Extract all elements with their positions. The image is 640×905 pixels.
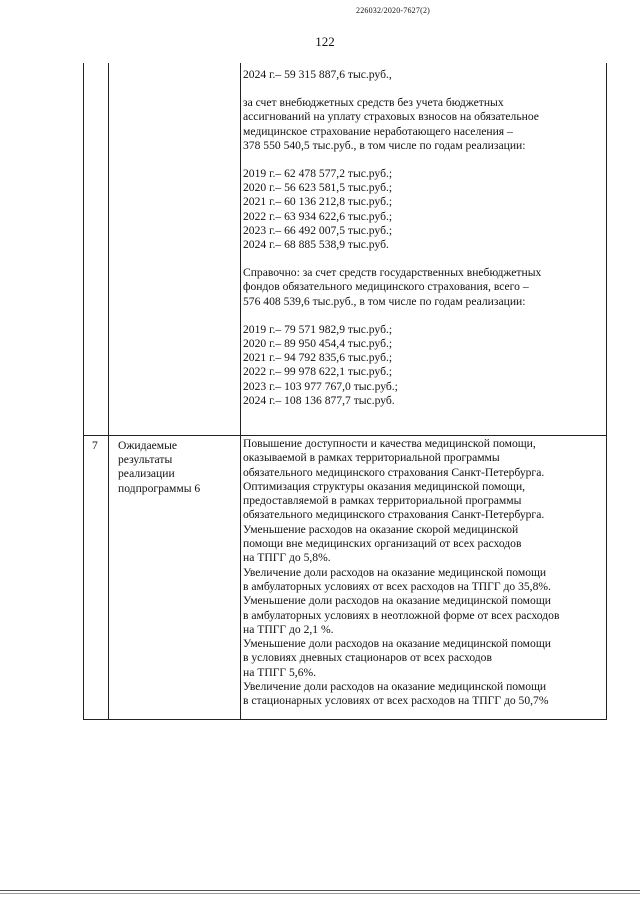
text-line: ассигнований на уплату страховых взносов на обязательное <box>243 110 539 124</box>
label-line: результаты <box>118 453 173 467</box>
page-number: 122 <box>315 34 335 49</box>
program-table <box>83 63 607 720</box>
year-line: 2020 г.– 89 950 454,4 тыс.руб.; <box>243 337 393 351</box>
result-line: в амбулаторных условиях в неотложной форме от всех расходов <box>243 608 560 622</box>
text-line: медицинское страхование неработающего населения – <box>243 124 513 138</box>
result-line: обязательного медицинского страхования Санкт-Петербурга. <box>243 508 545 522</box>
scan-edge-line <box>0 890 640 891</box>
result-line: в условиях дневных стационаров от всех расходов <box>243 651 492 665</box>
result-line: в стационарных условиях от всех расходов на ТПГГ до 50,7% <box>243 694 549 708</box>
result-line: на ТПГГ до 2,1 %. <box>243 622 334 636</box>
year-line: 2024 г.– 68 885 538,9 тыс.руб. <box>243 238 389 252</box>
year-line: 2020 г.– 56 623 581,5 тыс.руб.; <box>243 181 393 195</box>
result-line: на ТПГГ 5,6%. <box>243 665 317 679</box>
result-line: предоставляемой в рамках территориальной программы <box>243 494 522 508</box>
scan-edge-line <box>0 893 640 894</box>
label-line: подпрограммы 6 <box>118 481 201 495</box>
label-line: Ожидаемые <box>118 439 178 452</box>
extra-budget-years <box>243 167 603 252</box>
extra-budget-intro <box>243 96 603 153</box>
continuation-line: 2024 г.– 59 315 887,6 тыс.руб., <box>243 68 392 81</box>
result-line: на ТПГГ до 5,8%. <box>243 551 331 565</box>
column-divider <box>240 63 241 719</box>
reference-years <box>243 323 603 408</box>
result-line: Повышение доступности и качества медицинской помощи, <box>243 437 536 450</box>
result-line: Увеличение доли расходов на оказание медицинской помощи <box>243 680 547 694</box>
funding-cell <box>243 68 603 408</box>
year-line: 2021 г.– 60 136 212,8 тыс.руб.; <box>243 195 393 209</box>
year-line: 2023 г.– 66 492 007,5 тыс.руб.; <box>243 223 393 237</box>
year-line: 2021 г.– 94 792 835,6 тыс.руб.; <box>243 351 393 365</box>
year-line: 2019 г.– 62 478 577,2 тыс.руб.; <box>243 167 393 181</box>
row-divider <box>84 435 606 436</box>
year-line: 2019 г.– 79 571 982,9 тыс.руб.; <box>243 322 393 336</box>
result-line: Увеличение доли расходов на оказание медицинской помощи <box>243 565 547 579</box>
year-line: 2023 г.– 103 977 767,0 тыс.руб.; <box>243 379 398 393</box>
reference-intro <box>243 266 603 309</box>
text-line: 378 550 540,5 тыс.руб., в том числе по годам реализации: <box>243 138 526 152</box>
result-line: Уменьшение доли расходов на оказание медицинской помощи <box>243 594 551 608</box>
row-label <box>118 439 236 496</box>
result-line: Уменьшение доли расходов на оказание медицинской помощи <box>243 637 551 651</box>
text-line: фондов обязательного медицинского страхования, всего – <box>243 280 529 294</box>
year-line: 2022 г.– 99 978 622,1 тыс.руб.; <box>243 365 393 379</box>
text-line: за счет внебюджетных средств без учета бюджетных <box>243 96 504 110</box>
label-line: реализации <box>118 467 175 481</box>
text-line: 576 408 539,6 тыс.руб., в том числе по годам реализации: <box>243 294 526 308</box>
document-number: 226032/2020-7627(2) <box>356 6 431 15</box>
year-line: 2024 г.– 108 136 877,7 тыс.руб. <box>243 393 395 407</box>
result-line: оказываемой в рамках территориальной программы <box>243 451 500 465</box>
expected-results-cell <box>243 437 605 709</box>
result-line: в амбулаторных условиях от всех расходов на ТПГГ до 35,8%. <box>243 579 551 593</box>
result-line: обязательного медицинского страхования Санкт-Петербурга. <box>243 465 545 479</box>
row-number: 7 <box>92 439 98 452</box>
result-line: Уменьшение расходов на оказание скорой медицинской <box>243 522 519 536</box>
column-divider <box>108 63 109 719</box>
text-line: Справочно: за счет средств государственных внебюджетных <box>243 266 542 280</box>
result-line: Оптимизация структуры оказания медицинской помощи, <box>243 479 526 493</box>
year-line: 2022 г.– 63 934 622,6 тыс.руб.; <box>243 209 393 223</box>
result-line: помощи вне медицинских организаций от всех расходов <box>243 537 522 551</box>
